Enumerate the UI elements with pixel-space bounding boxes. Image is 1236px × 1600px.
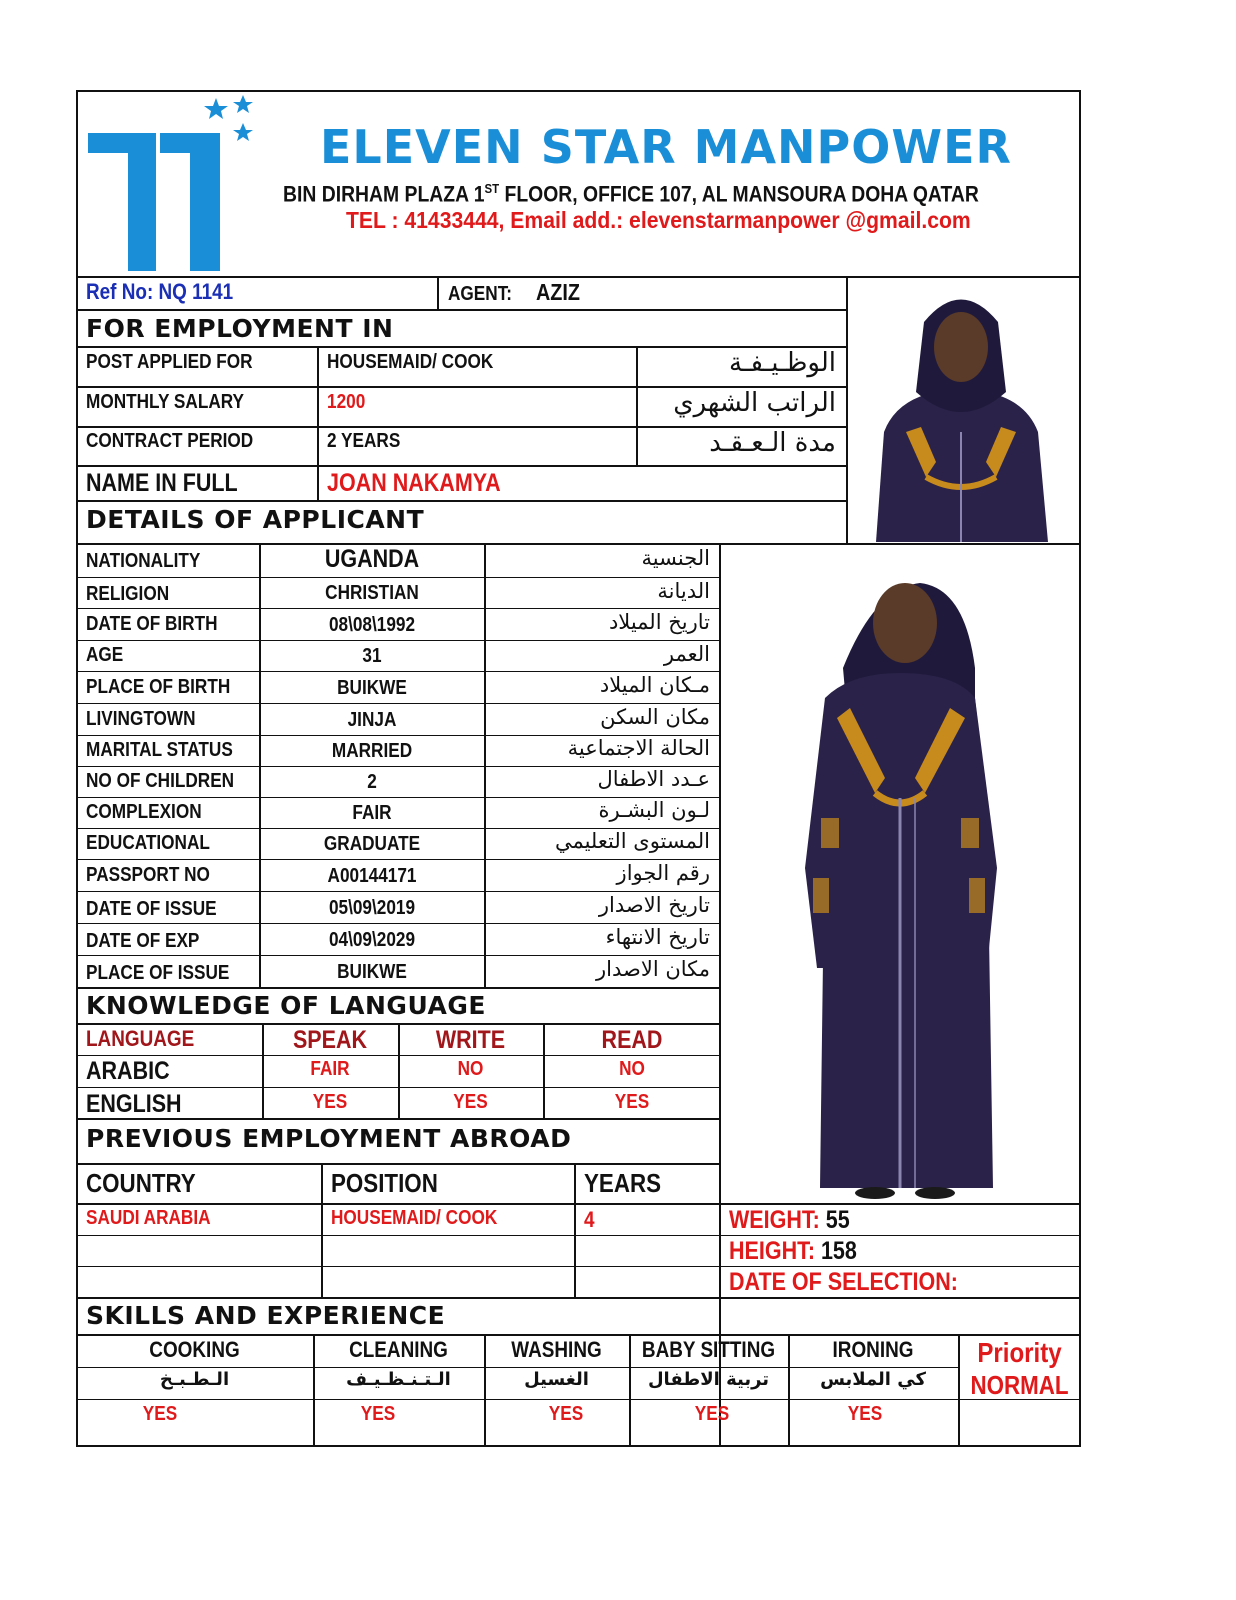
age-value: 31 bbox=[362, 645, 382, 667]
skill-cooking-value: YES bbox=[142, 1403, 178, 1425]
contract-period-label: CONTRACT PERIOD bbox=[86, 430, 254, 452]
col-line bbox=[958, 1334, 960, 1446]
english-write-value: YES bbox=[453, 1091, 488, 1113]
place-of-birth-arabic: مـكان الميلاد bbox=[599, 673, 710, 697]
arabic-write-value: NO bbox=[457, 1058, 484, 1080]
row-line bbox=[76, 465, 846, 467]
col-line bbox=[574, 1163, 576, 1297]
row-line bbox=[76, 309, 846, 311]
row-line bbox=[76, 1087, 719, 1088]
arabic-read-value: NO bbox=[619, 1058, 645, 1080]
ref-agent-divider bbox=[437, 276, 439, 310]
nationality-label: NATIONALITY bbox=[86, 550, 201, 572]
company-contact: TEL : 41433444, Email add.: elevenstarmanpower @gmail.com bbox=[346, 207, 971, 233]
skill-washing-arabic: الغسيل bbox=[524, 1369, 589, 1390]
employment-heading: FOR EMPLOYMENT IN bbox=[86, 314, 394, 343]
contract-period-value: 2 YEARS bbox=[327, 430, 401, 452]
row-line bbox=[76, 608, 719, 609]
complexion-value: FAIR bbox=[352, 802, 392, 824]
skill-cooking-arabic: الـطـبـخ bbox=[159, 1369, 230, 1390]
marital-status-label: MARITAL STATUS bbox=[86, 739, 233, 761]
agent-label: AGENT: bbox=[448, 283, 513, 305]
complexion-label: COMPLEXION bbox=[86, 801, 202, 823]
skill-cleaning-value: YES bbox=[360, 1403, 396, 1425]
row-line bbox=[76, 1163, 719, 1165]
col-line bbox=[543, 1023, 545, 1118]
col-line bbox=[262, 1023, 264, 1118]
row-line bbox=[76, 1235, 1081, 1236]
country-col-header: COUNTRY bbox=[86, 1168, 196, 1198]
applicant-full-body-photo bbox=[725, 548, 1075, 1200]
row-line bbox=[76, 1203, 1081, 1205]
place-of-issue-value: BUIKWE bbox=[337, 961, 407, 983]
agent-value: AZIZ bbox=[536, 279, 580, 305]
speak-col-header: SPEAK bbox=[292, 1026, 368, 1054]
children-arabic: عـدد الاطفال bbox=[597, 767, 710, 791]
frame-bottom-border bbox=[76, 1445, 1081, 1447]
religion-arabic: الديانة bbox=[657, 579, 710, 603]
col-line bbox=[317, 346, 319, 500]
arabic-language-label: ARABIC bbox=[86, 1057, 170, 1085]
details-heading: DETAILS OF APPLICANT bbox=[86, 505, 425, 534]
row-line bbox=[76, 1297, 1081, 1299]
skill-washing-value: YES bbox=[548, 1403, 584, 1425]
date-of-issue-label: DATE OF ISSUE bbox=[86, 898, 217, 920]
height-field: HEIGHT: 158 bbox=[729, 1237, 857, 1265]
livingtown-value: JINJA bbox=[347, 709, 397, 731]
skill-baby-sitting-value: YES bbox=[694, 1403, 730, 1425]
educational-value: GRADUATE bbox=[323, 833, 421, 855]
col-line bbox=[629, 1334, 631, 1446]
col-line bbox=[398, 1023, 400, 1118]
row-line bbox=[76, 987, 719, 989]
skill-cleaning-label: CLEANING bbox=[349, 1337, 448, 1362]
nationality-arabic: الجنسية bbox=[641, 546, 710, 570]
frame-right-border bbox=[1079, 90, 1081, 1446]
date-of-issue-arabic: تاريخ الاصدار bbox=[598, 893, 710, 917]
row-line bbox=[76, 1118, 719, 1120]
row-line bbox=[76, 543, 1081, 545]
eleven-star-logo-icon bbox=[86, 95, 256, 275]
educational-label: EDUCATIONAL bbox=[86, 832, 210, 854]
date-of-birth-arabic: تاريخ الميلاد bbox=[608, 610, 710, 634]
row-line bbox=[76, 500, 846, 502]
place-of-issue-label: PLACE OF ISSUE bbox=[86, 962, 230, 984]
skill-cooking-label: COOKING bbox=[149, 1337, 240, 1362]
religion-label: RELIGION bbox=[86, 583, 170, 605]
livingtown-label: LIVINGTOWN bbox=[86, 708, 196, 730]
english-read-value: YES bbox=[614, 1091, 650, 1113]
place-of-issue-arabic: مكان الاصدار bbox=[596, 957, 710, 981]
row-line bbox=[76, 891, 719, 892]
frame-left-border bbox=[76, 90, 78, 1446]
company-name: ELEVEN STAR MANPOWER bbox=[320, 120, 1012, 174]
marital-status-value: MARRIED bbox=[331, 740, 413, 762]
monthly-salary-value: 1200 bbox=[327, 391, 366, 413]
place-of-birth-label: PLACE OF BIRTH bbox=[86, 676, 231, 698]
children-label: NO OF CHILDREN bbox=[86, 770, 235, 792]
row-line bbox=[76, 1399, 1081, 1400]
date-of-issue-value: 05\09\2019 bbox=[328, 897, 416, 919]
applicant-portrait-photo bbox=[866, 282, 1056, 542]
skill-baby-sitting-arabic: تربية الاطفال bbox=[647, 1369, 770, 1390]
post-applied-arabic: الوظـيـفـة bbox=[728, 348, 836, 378]
age-arabic: العمر bbox=[663, 642, 710, 666]
previous-years-value: 4 bbox=[584, 1207, 595, 1232]
skills-heading: SKILLS AND EXPERIENCE bbox=[86, 1301, 446, 1330]
ref-number: Ref No: NQ 1141 bbox=[86, 279, 234, 304]
row-line bbox=[76, 1055, 719, 1056]
previous-country-value: SAUDI ARABIA bbox=[86, 1207, 211, 1229]
age-label: AGE bbox=[86, 644, 124, 666]
date-of-birth-label: DATE OF BIRTH bbox=[86, 613, 218, 635]
date-of-birth-value: 08\08\1992 bbox=[328, 614, 416, 636]
language-col-header: LANGUAGE bbox=[86, 1026, 195, 1051]
write-col-header: WRITE bbox=[435, 1026, 506, 1054]
read-col-header: READ bbox=[601, 1026, 663, 1054]
educational-arabic: المستوى التعليمي bbox=[554, 829, 710, 853]
monthly-salary-label: MONTHLY SALARY bbox=[86, 391, 245, 413]
row-line bbox=[76, 577, 719, 578]
children-value: 2 bbox=[367, 771, 377, 793]
language-heading: KNOWLEDGE OF LANGUAGE bbox=[86, 991, 486, 1020]
previous-employment-heading: PREVIOUS EMPLOYMENT ABROAD bbox=[86, 1124, 572, 1153]
nationality-value: UGANDA bbox=[324, 545, 420, 573]
photo-left-border bbox=[846, 276, 848, 544]
company-logo bbox=[86, 95, 256, 275]
skill-cleaning-arabic: الـتـنـظـيـف bbox=[346, 1369, 451, 1390]
row-line bbox=[76, 1367, 958, 1368]
row-line bbox=[76, 859, 719, 860]
applicant-full-body-icon bbox=[725, 548, 1075, 1200]
previous-position-value: HOUSEMAID/ COOK bbox=[331, 1207, 498, 1229]
col-line bbox=[636, 346, 638, 466]
passport-no-label: PASSPORT NO bbox=[86, 864, 210, 886]
date-of-exp-label: DATE OF EXP bbox=[86, 930, 200, 952]
skill-ironing-label: IRONING bbox=[832, 1337, 914, 1362]
col-line bbox=[321, 1163, 323, 1297]
english-language-label: ENGLISH bbox=[86, 1090, 182, 1118]
row-line bbox=[76, 923, 719, 924]
passport-no-arabic: رقم الجواز bbox=[616, 861, 710, 885]
col-line bbox=[788, 1334, 790, 1446]
religion-value: CHRISTIAN bbox=[325, 582, 419, 604]
post-applied-value: HOUSEMAID/ COOK bbox=[327, 351, 494, 373]
company-address: BIN DIRHAM PLAZA 1ST FLOOR, OFFICE 107, AL MANSOURA DOHA QATAR bbox=[283, 181, 979, 207]
skill-ironing-arabic: كي الملابس bbox=[820, 1369, 926, 1390]
contract-period-arabic: مدة الـعـقـد bbox=[709, 428, 836, 458]
arabic-speak-value: FAIR bbox=[310, 1058, 350, 1080]
row-line bbox=[76, 955, 719, 956]
header-divider bbox=[76, 276, 1081, 278]
livingtown-arabic: مكان السكن bbox=[600, 705, 710, 729]
years-col-header: YEARS bbox=[584, 1168, 662, 1198]
skill-washing-label: WASHING bbox=[511, 1337, 602, 1362]
name-in-full-label: NAME IN FULL bbox=[86, 469, 238, 497]
complexion-arabic: لـون البشـرة bbox=[598, 798, 710, 822]
row-line bbox=[76, 1334, 1081, 1336]
passport-no-value: A00144171 bbox=[327, 865, 417, 887]
place-of-birth-value: BUIKWE bbox=[337, 677, 407, 699]
row-line bbox=[76, 1266, 1081, 1267]
position-col-header: POSITION bbox=[331, 1168, 438, 1198]
row-line bbox=[76, 671, 719, 672]
row-line bbox=[76, 640, 719, 641]
date-of-selection-label: DATE OF SELECTION: bbox=[729, 1268, 958, 1296]
priority-value: NORMAL bbox=[970, 1370, 1069, 1400]
applicant-portrait-icon bbox=[866, 282, 1056, 542]
monthly-salary-arabic: الراتب الشهري bbox=[673, 388, 836, 418]
priority-label: Priority bbox=[977, 1337, 1062, 1368]
weight-field: WEIGHT: 55 bbox=[729, 1206, 850, 1234]
english-speak-value: YES bbox=[312, 1091, 348, 1113]
photo-column-border bbox=[719, 543, 721, 1446]
name-in-full-value: JOAN NAKAMYA bbox=[327, 469, 501, 497]
col-line bbox=[313, 1334, 315, 1446]
date-of-exp-value: 04\09\2029 bbox=[328, 929, 416, 951]
skill-ironing-value: YES bbox=[847, 1403, 883, 1425]
post-applied-label: POST APPLIED FOR bbox=[86, 351, 253, 373]
col-line bbox=[484, 1334, 486, 1446]
frame-top-border bbox=[76, 90, 1081, 92]
row-line bbox=[76, 703, 719, 704]
date-of-exp-arabic: تاريخ الانتهاء bbox=[605, 925, 710, 949]
marital-status-arabic: الحالة الاجتماعية bbox=[567, 736, 710, 760]
skill-baby-sitting-label: BABY SITTING bbox=[641, 1337, 776, 1362]
